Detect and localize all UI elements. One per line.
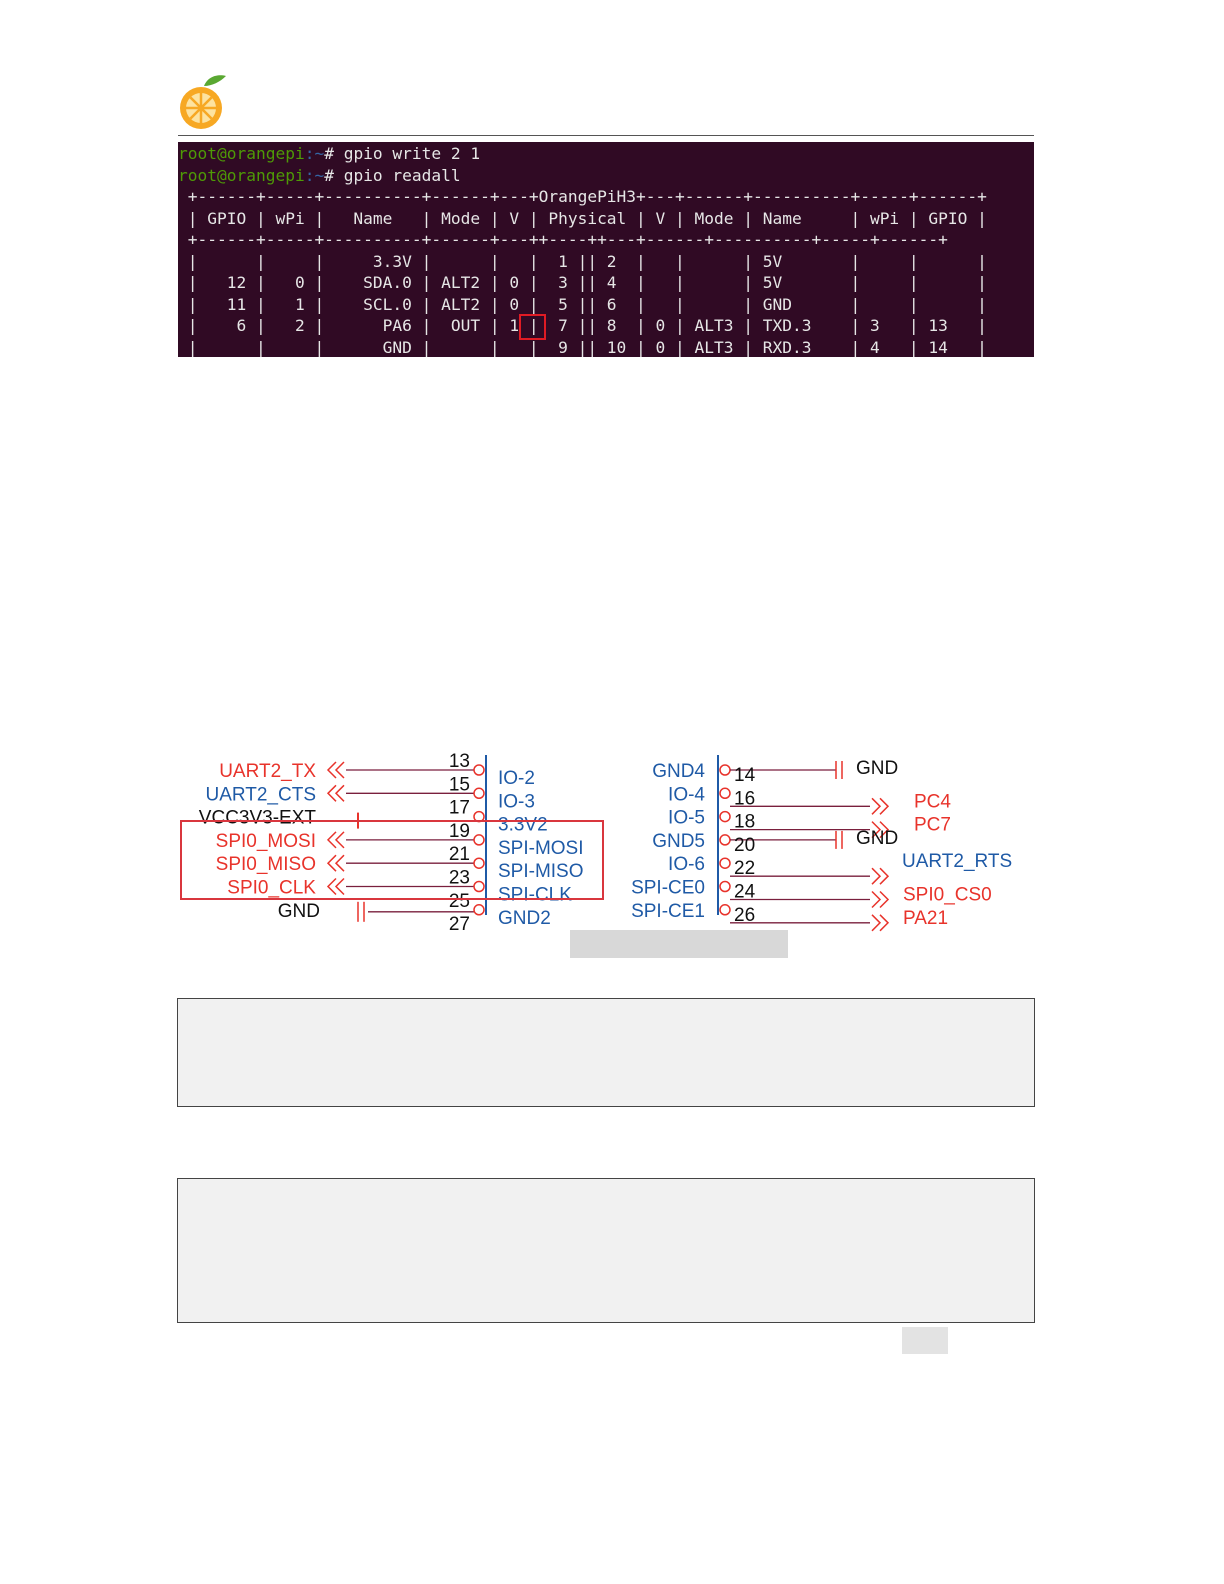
pin-circle (720, 765, 730, 775)
right-signal-label: SPI0_CS0 (903, 884, 992, 906)
left-pin-number: 13 (448, 751, 470, 772)
page-number-placeholder (902, 1327, 948, 1354)
pin-header-schematic (178, 751, 1034, 936)
right-pin-name: GND4 (652, 761, 705, 782)
prompt-path: :~ (304, 165, 325, 185)
table-line: +------+-----+----------+------+---++----++---+------+----------+-----+------+ (178, 230, 948, 249)
pin-circle (720, 882, 730, 892)
pin-circle (720, 835, 730, 845)
table-line: | | | GND | | | 9 || 10 | 0 | ALT3 | RXD.3 | 4 | 14 | (178, 337, 987, 357)
left-signal-label: UART2_CTS (205, 784, 316, 806)
pin-circle (720, 788, 730, 798)
connector-arrow-icon (872, 868, 888, 884)
left-pin-number: 17 (448, 797, 470, 819)
left-pin-number: 19 (448, 820, 470, 842)
left-signal-label: SPI0_MISO (215, 854, 316, 876)
command-text: # gpio write 2 1 (324, 144, 481, 163)
right-pin-name: IO-6 (668, 854, 705, 876)
left-pin-number: 27 (448, 914, 470, 936)
command-line (178, 165, 461, 187)
right-pin-name: IO-4 (668, 784, 705, 806)
table-line: +------+-----+----------+------+---+OrangePiH3+---+------+----------+-----+------+ (178, 187, 987, 206)
table-line: | 11 | 1 | SCL.0 | ALT2 | 0 | 5 || 6 | | | GND | | | (178, 294, 987, 314)
connector-arrow-icon (328, 879, 344, 895)
schematic-drawing (178, 751, 1034, 936)
left-pin-number: 15 (448, 774, 470, 796)
figure-caption-placeholder (570, 930, 788, 958)
right-pin-name: GND5 (652, 830, 705, 852)
right-pin-name: SPI-CE0 (631, 877, 705, 899)
orange-pi-logo-icon (176, 72, 228, 132)
right-pin-name: IO-5 (668, 807, 705, 829)
left-signal-label: VCC3V3-EXT (198, 807, 316, 829)
left-pin-name: IO-3 (498, 791, 535, 813)
left-pin-name: SPI-CLK (498, 884, 572, 906)
left-signal-label: SPI0_MOSI (215, 830, 316, 852)
code-block (177, 1178, 1035, 1323)
pin-circle (474, 905, 484, 915)
connector-arrow-icon (328, 785, 344, 801)
right-pin-number: 20 (734, 834, 756, 856)
right-pin-number: 22 (734, 858, 756, 880)
right-pin-name: SPI-CE1 (631, 900, 705, 922)
right-signal-label: GND (856, 827, 899, 849)
pin-circle (474, 835, 484, 845)
prompt-path: :~ (304, 144, 325, 163)
code-block (177, 998, 1035, 1107)
connector-arrow-icon (328, 832, 344, 848)
connector-arrow-icon (872, 915, 888, 931)
connector-arrow-icon (328, 762, 344, 778)
terminal-screenshot (178, 142, 1034, 357)
right-signal-label: PC7 (914, 814, 951, 836)
right-signal-label: PC4 (914, 791, 951, 813)
pin-circle (474, 765, 484, 775)
right-signal-label: UART2_RTS (902, 851, 1013, 873)
prompt-user: root@orangepi (178, 165, 305, 185)
connector-arrow-icon (872, 892, 888, 908)
pin-circle (474, 788, 484, 798)
right-pin-number: 24 (734, 881, 756, 903)
right-pin-number: 14 (734, 765, 756, 786)
left-pin-number: 25 (448, 890, 470, 912)
table-line: | GPIO | wPi | Name | Mode | V | Physical | V | Mode | Name | wPi | GPIO | (178, 208, 987, 228)
command-text: # gpio readall (324, 165, 461, 185)
left-pin-name: GND2 (498, 907, 551, 929)
right-pin-number: 26 (734, 904, 756, 926)
connector-arrow-icon (872, 798, 888, 814)
left-pin-name: SPI-MOSI (498, 837, 584, 859)
pin-circle (720, 905, 730, 915)
left-pin-number: 23 (448, 867, 470, 889)
pin-circle (720, 858, 730, 868)
right-signal-label: PA21 (903, 907, 949, 929)
pin-circle (720, 812, 730, 822)
left-signal-label: UART2_TX (219, 761, 316, 782)
table-line: | 6 | 2 | PA6 | OUT | 1 | 7 || 8 | 0 | ALT3 | TXD.3 | 3 | 13 | (178, 316, 987, 335)
right-pin-number: 16 (734, 788, 756, 810)
left-pin-name: SPI-MISO (498, 861, 584, 883)
right-signal-label: GND (856, 758, 899, 779)
left-signal-label: GND (277, 900, 320, 922)
table-line: | | | 3.3V | | | 1 || 2 | | | 5V | | | (178, 251, 987, 271)
prompt-user: root@orangepi (178, 144, 305, 163)
table-line: | 12 | 0 | SDA.0 | ALT2 | 0 | 3 || 4 | | | 5V | | | (178, 273, 987, 292)
left-pin-name: IO-2 (498, 768, 535, 789)
pin-circle (474, 882, 484, 892)
right-pin-number: 18 (734, 811, 756, 833)
left-pin-number: 21 (448, 844, 470, 866)
value-highlight-box (519, 314, 546, 340)
pin-circle (474, 858, 484, 868)
left-signal-label: SPI0_CLK (227, 877, 316, 899)
left-pin-name: 3.3V2 (498, 814, 548, 836)
header-rule (178, 135, 1034, 136)
connector-arrow-icon (328, 855, 344, 871)
command-line (178, 143, 480, 165)
